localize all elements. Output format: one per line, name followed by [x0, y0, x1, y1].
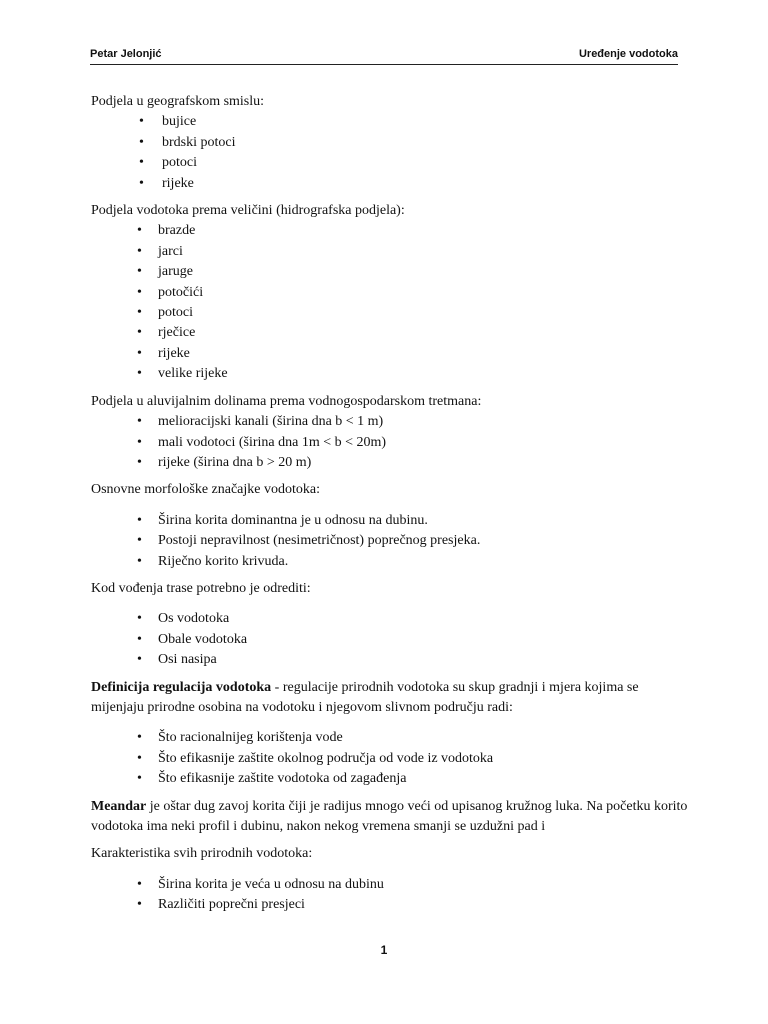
list-item: • Što efikasnije zaštite vodotoka od zagađenja: [91, 769, 691, 789]
list-item: • Što efikasnije zaštite okolnog područja od vode iz vodotoka: [91, 749, 691, 769]
bullet-list: [91, 875, 691, 916]
list-item: • rijeke: [91, 174, 691, 194]
list-item: • rječice: [91, 323, 691, 343]
list-item: • potoci: [91, 303, 691, 323]
definition-paragraph: [91, 678, 691, 719]
list-item: • Različiti poprečni presjeci: [91, 895, 691, 915]
section-heading: Podjela u aluvijalnim dolinama prema vodnogospodarskom tretmana:: [91, 393, 482, 409]
list-item: • Širina korita je veća u odnosu na dubinu: [91, 875, 691, 895]
bullet-list: [91, 221, 691, 384]
list-item: • jaruge: [91, 262, 691, 282]
list-item: • mali vodotoci (širina dna 1m < b < 20m): [91, 433, 691, 453]
section-heading: Osnovne morfološke značajke vodotoka:: [91, 482, 320, 498]
list-item: • Postoji nepravilnost (nesimetričnost) poprečnog presjeka.: [91, 531, 691, 551]
list-item: • velike rijeke: [91, 364, 691, 384]
meandar-paragraph: [91, 797, 691, 838]
list-item: • Što racionalnijeg korištenja vode: [91, 728, 691, 748]
list-item: • jarci: [91, 242, 691, 262]
bullet-list: [91, 112, 691, 194]
bullet-list: [91, 412, 691, 473]
bullet-list: [91, 511, 691, 572]
document-body: [91, 92, 691, 916]
page-number: 1: [380, 943, 388, 957]
section-heading: Podjela vodotoka prema veličini (hidrografska podjela):: [91, 203, 405, 219]
header-author: Petar Jelonjić: [90, 48, 162, 60]
list-item: • bujice: [91, 112, 691, 132]
list-item: • rijeke: [91, 344, 691, 364]
section-heading: Karakteristika svih prirodnih vodotoka:: [91, 846, 313, 862]
page-header: [90, 48, 678, 65]
meandar-text: je oštar dug zavoj korita čiji je radijus mnogo veći od upisanog kružnog luka. Na početku korito vodotoka ima neki profil i dubinu, nakon nekog vremena smanji se uzdužni pad i: [91, 798, 688, 834]
header-title: Uređenje vodotoka: [578, 48, 678, 60]
definition-term: Definicija regulacija vodotoka: [91, 679, 272, 695]
section-heading: Kod vođenja trase potrebno je odrediti:: [91, 580, 311, 596]
list-item: • melioracijski kanali (širina dna b < 1 m): [91, 412, 691, 432]
list-item: • brdski potoci: [91, 133, 691, 153]
definition-text: - regulacije prirodnih vodotoka su skup gradnji i mjera kojima se mijenjaju prirodne osobina na vodotoku i njegovom slivnom području radi:: [91, 679, 639, 715]
list-item: • rijeke (širina dna b > 20 m): [91, 453, 691, 473]
meandar-term: Meandar: [91, 798, 147, 814]
bullet-list: [91, 728, 691, 789]
list-item: • Širina korita dominantna je u odnosu na dubinu.: [91, 511, 691, 531]
list-item: • Osi nasipa: [91, 650, 691, 670]
bullet-list: [91, 609, 691, 670]
list-item: • Riječno korito krivuda.: [91, 552, 691, 572]
list-item: • Obale vodotoka: [91, 630, 691, 650]
list-item: • potočići: [91, 283, 691, 303]
list-item: • Os vodotoka: [91, 609, 691, 629]
section-heading: Podjela u geografskom smislu:: [91, 94, 265, 109]
list-item: • brazde: [91, 221, 691, 241]
list-item: • potoci: [91, 153, 691, 173]
